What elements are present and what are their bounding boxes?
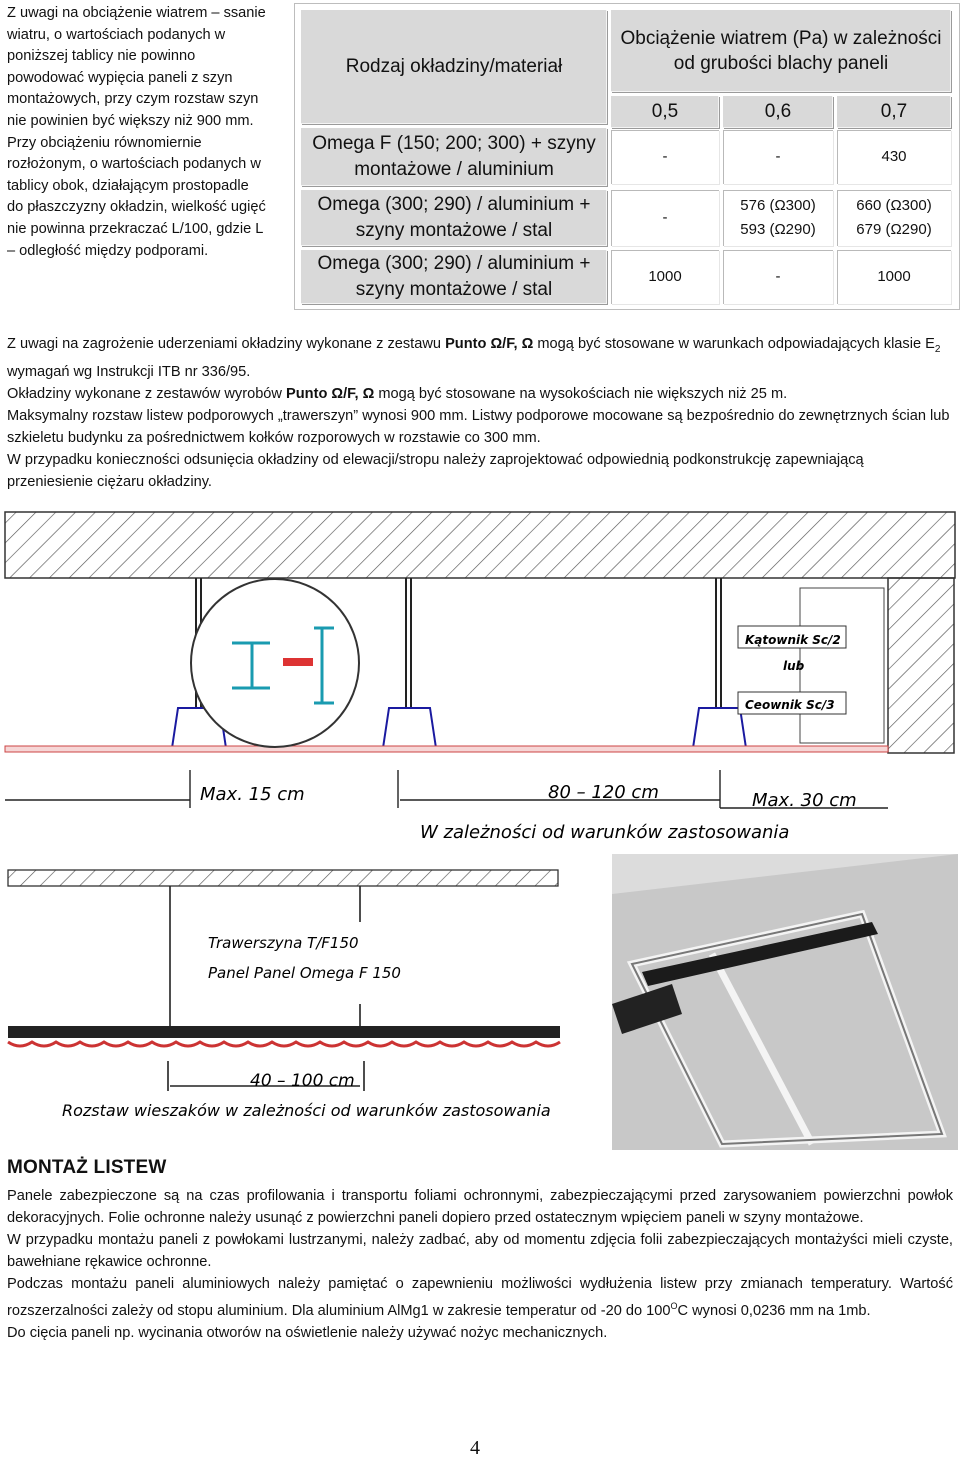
thickness-06: 0,6 [723, 96, 833, 128]
montaz-paragraph-2: W przypadku montażu paneli z powłokami lustrzanymi, należy zadbać, aby od momentu zdjęcia folii zabezpieczających montażyści mieli czyste, bawełniane rękawice ochronne. [7, 1232, 953, 1270]
label-trawerszyna: Trawerszyna T/F150 [208, 934, 359, 952]
thickness-07: 0,7 [837, 96, 951, 128]
dim-hanger: 40 – 100 cm [250, 1071, 355, 1091]
row3-v2: - [723, 250, 833, 304]
diagram2-caption: Rozstaw wieszaków w zależności od warunków zastosowania [62, 1101, 551, 1120]
impact-paragraph: Z uwagi na zagrożenie uderzeniami okładziny wykonane z zestawu Punto Ω/F, Ω mogą być stosowane w warunkach odpowiadających klasie $E_2$ wymagań wg Instrukcji ITB nr 336/95. [7, 336, 941, 380]
row1-v3: 430 [837, 130, 951, 184]
thickness-05: 0,5 [611, 96, 719, 128]
label-lub: lub [783, 659, 805, 673]
diagram1-caption: W zależności od warunków zastosowania [420, 822, 790, 843]
side-wall [888, 578, 954, 753]
offset-paragraph: W przypadku konieczności odsunięcia okładziny od elewacji/stropu należy zaprojektować odpowiednią podkonstrukcję zapewniającą przeniesienie ciężaru okładziny. [7, 451, 864, 490]
dim-left: Max. 15 cm [200, 784, 305, 805]
panel-profile [8, 1042, 560, 1046]
row1-v2: - [723, 130, 833, 184]
spacing-paragraph: Maksymalny rozstaw listew podporowych „trawerszyn” wynosi 900 mm. Listwy podporowe mocowane są bezpośrednio do zewnętrznych ścian lub szkieletu budynku za pośrednictwem kołków rozporowych w rozstawie co 300 mm. [7, 407, 950, 446]
panel-frame-photo [612, 854, 958, 1150]
label-panel: Panel Panel Omega F 150 [208, 964, 401, 982]
wind-load-table [294, 3, 960, 310]
row2-label: Omega (300; 290) / aluminium + szyny montażowe / stal [301, 190, 607, 246]
row3-label: Omega (300; 290) / aluminium + szyny montażowe / stal [301, 250, 607, 304]
table-header-load: Obciążenie wiatrem (Pa) w zależności od grubości blachy paneli [611, 10, 951, 92]
dim-mid: 80 – 120 cm [548, 782, 659, 803]
ceiling-slab [5, 512, 955, 578]
montaz-paragraph-4: Do cięcia paneli np. wycinania otworów na oświetlenie należy używać nożyc mechanicznych. [7, 1324, 608, 1341]
section-heading: MONTAŻ LISTEW [7, 1157, 167, 1178]
montaz-paragraph-3: Podczas montażu paneli aluminiowych należy pamiętać o zapewnieniu możliwości wydłużenia listew przy zmianach temperatury. Wartość rozszerzalności zależy od stopu aluminium. Dla aluminium AlMg1 w zakresie temperatur od -20 do $100^OC$ wynosi 0,0236 mm na 1mb. [7, 1276, 953, 1319]
page-number: 4 [470, 1437, 480, 1459]
table-header-material: Rodzaj okładziny/materiał [301, 10, 607, 124]
label-katownik: Kątownik Sc/2 [745, 633, 841, 647]
intro-paragraph: Z uwagi na obciążenie wiatrem – ssanie wiatru, o wartościach podanych w poniższej tablicy nie powinno powodować wypięcia paneli z szyn montażowych, przy czym rozstaw szyn nie powinien być większy niż 900 mm. Przy obciążeniu równomiernie rozłożonym, o wartościach podanych w tablicy obok, działającym prostopadle do płaszczyzny okładzin, wielkość ugięć nie powinna przekraczać L/100, gdzie L – odległość między podporami. [7, 5, 266, 259]
detail-circle [191, 579, 359, 747]
hanger-spacing-diagram [0, 866, 600, 1126]
montaz-paragraph-1: Panele zabezpieczone są na czas profilowania i transportu foliami ochronnymi, zabezpieczającymi przed zarysowaniem powierzchni powłok dekoracyjnych. Folie ochronne należy usunąć z powierzchni paneli dopiero przed ostatecznym wpięciem paneli w szyny montażowe. [7, 1188, 953, 1226]
mounting-section-diagram [0, 508, 960, 848]
row1-label: Omega F (150; 200; 300) + szyny montażowe / aluminium [301, 128, 607, 186]
dim-right: Max. 30 cm [752, 790, 857, 811]
montaz-section [7, 1157, 953, 1344]
requirements-text [7, 333, 953, 493]
row3-v1: 1000 [611, 250, 719, 304]
height-paragraph: Okładziny wykonane z zestawów wyrobów Punto Ω/F, Ω mogą być stosowane na wysokościach nie większych niż 25 m. [7, 385, 788, 402]
ceiling-strip [8, 870, 558, 886]
clip-detail [283, 658, 313, 666]
row2-v1: - [611, 190, 719, 246]
row1-v1: - [611, 130, 719, 184]
label-ceownik: Ceownik Sc/3 [745, 698, 835, 712]
row2-v2: 576 (Ω300) 593 (Ω290) [723, 190, 833, 246]
row3-v3: 1000 [837, 250, 951, 304]
row2-v3: 660 (Ω300) 679 (Ω290) [837, 190, 951, 246]
